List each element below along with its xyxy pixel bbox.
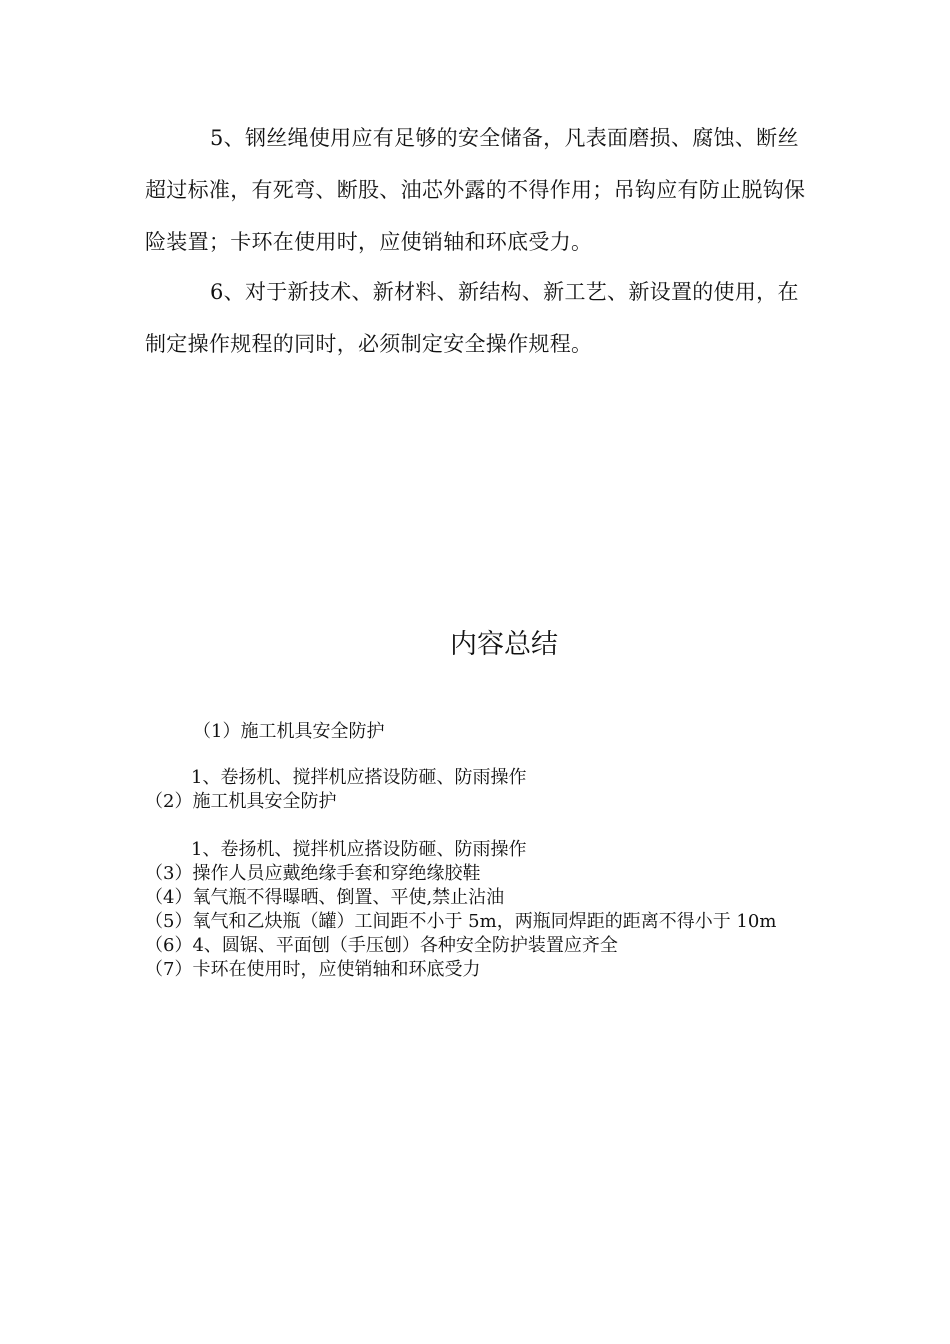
paragraph-5: 5、钢丝绳使用应有足够的安全储备，凡表面磨损、腐蚀、断丝超过标准，有死弯、断股、油芯外露的不得作用；吊钩应有防止脱钩保险装置；卡环在使用时，应使销轴和环底受力。 [145,126,806,254]
summary-line-8: （6）4、圆锯、平面刨（手压刨）各种安全防护装置应齐全 [145,935,618,956]
summary-list [145,720,805,982]
summary-line-1: （1）施工机具安全防护 [193,721,385,742]
summary-title: 内容总结 [450,629,558,660]
summary-line-4: 1、卷扬机、搅拌机应搭设防砸、防雨操作 [191,839,527,860]
summary-line-7: （5）氧气和乙炔瓶（罐）工间距不小于 5m，两瓶同焊距的距离不得小于 10m [145,911,777,932]
summary-line-2: 1、卷扬机、搅拌机应搭设防砸、防雨操作 [191,767,527,788]
paragraph-6: 6、对于新技术、新材料、新结构、新工艺、新设置的使用，在制定操作规程的同时，必须制定安全操作规程。 [145,280,799,356]
summary-line-5: （3）操作人员应戴绝缘手套和穿绝缘胶鞋 [145,863,481,884]
summary-line-9: （7）卡环在使用时，应使销轴和环底受力 [145,959,481,980]
summary-line-3: （2）施工机具安全防护 [145,791,337,812]
summary-line-6: （4）氧气瓶不得曝晒、倒置、平使,禁止沾油 [145,887,505,908]
